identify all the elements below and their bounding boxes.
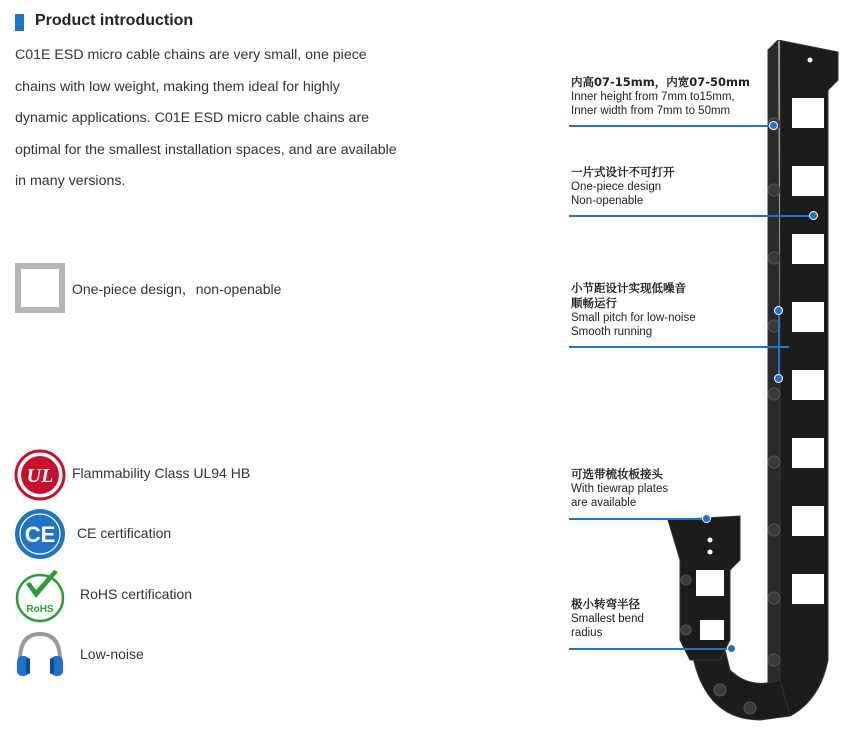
feature-one-piece-label: One-piece design，non-openable [72, 281, 282, 297]
callout-marker-dot [774, 306, 783, 315]
feature-ul-label: Flammability Class UL94 HB [72, 465, 251, 481]
ce-logo-text: CE [24, 522, 56, 547]
section-title: Product introduction [35, 12, 194, 29]
callout-leader-line [569, 346, 789, 348]
callout-size-en-line: Inner width from 7mm to 50mm [571, 105, 731, 117]
callout-bend-zh: 极小转弯半径 [571, 597, 640, 611]
intro-paragraph [15, 40, 410, 198]
callout-bracket-line [778, 310, 780, 380]
intro-line: chains with low weight, making them ideal for highly [15, 78, 340, 95]
feature-ce-label: CE certification [77, 525, 172, 541]
callout-bend-en-line: Smallest bend [571, 613, 644, 625]
callout-one-piece-zh: 一片式设计不可打开 [571, 165, 675, 179]
intro-line: dynamic applications. C01E ESD micro cable chains are [15, 110, 370, 126]
callout-pitch-zh2: 顺畅运行 [571, 296, 617, 310]
callout-leader-line [569, 648, 731, 650]
callout-one-piece-en-line: Non-openable [571, 195, 644, 207]
callout-size-zh: 内高07-15mm，内宽07-50mm [571, 75, 750, 89]
callout-one-piece-en-line: One-piece design [571, 181, 662, 193]
callout-marker-dot [809, 211, 818, 220]
callout-tiewrap-en-line: are available [571, 497, 637, 509]
callout-leader-line [569, 125, 774, 127]
callout-size-en-line: Inner height from 7mm to15mm, [571, 91, 735, 103]
callout-marker-dot [774, 374, 783, 383]
title-accent-bar [15, 14, 24, 31]
callout-leader-line [569, 215, 814, 217]
callout-bend-en-line: radius [571, 627, 603, 639]
callout-pitch-zh: 小节距设计实现低噪音 [571, 281, 686, 295]
callout-marker-dot [727, 644, 736, 653]
callout-pitch-en-line: Smooth running [571, 326, 653, 338]
ul-logo-text: UL [26, 465, 54, 487]
intro-line: C01E ESD micro cable chains are very small, one piece [15, 47, 367, 63]
ce-logo-icon [14, 508, 66, 560]
callout-marker-dot [769, 121, 778, 130]
feature-low-noise-label: Low-noise [80, 646, 144, 662]
feature-rohs-label: RoHS certification [80, 586, 193, 602]
callout-marker-dot [702, 514, 711, 523]
ul-logo-icon [14, 449, 66, 501]
rohs-logo-icon [14, 568, 66, 624]
intro-line: in many versions. [15, 173, 126, 189]
callout-tiewrap-zh: 可选带梳妆板接头 [571, 467, 663, 481]
callout-tiewrap-en-line: With tiewrap plates [571, 483, 669, 495]
callout-pitch-en-line: Small pitch for low-noise [571, 312, 696, 324]
callout-leader-line [569, 518, 707, 520]
rohs-logo-text: RoHS [26, 604, 54, 615]
cable-chain-image [660, 40, 850, 730]
headphones-icon [14, 630, 66, 680]
square-outline-icon-inner [21, 269, 59, 307]
intro-line: optimal for the smallest installation spaces, and are available [15, 141, 397, 158]
